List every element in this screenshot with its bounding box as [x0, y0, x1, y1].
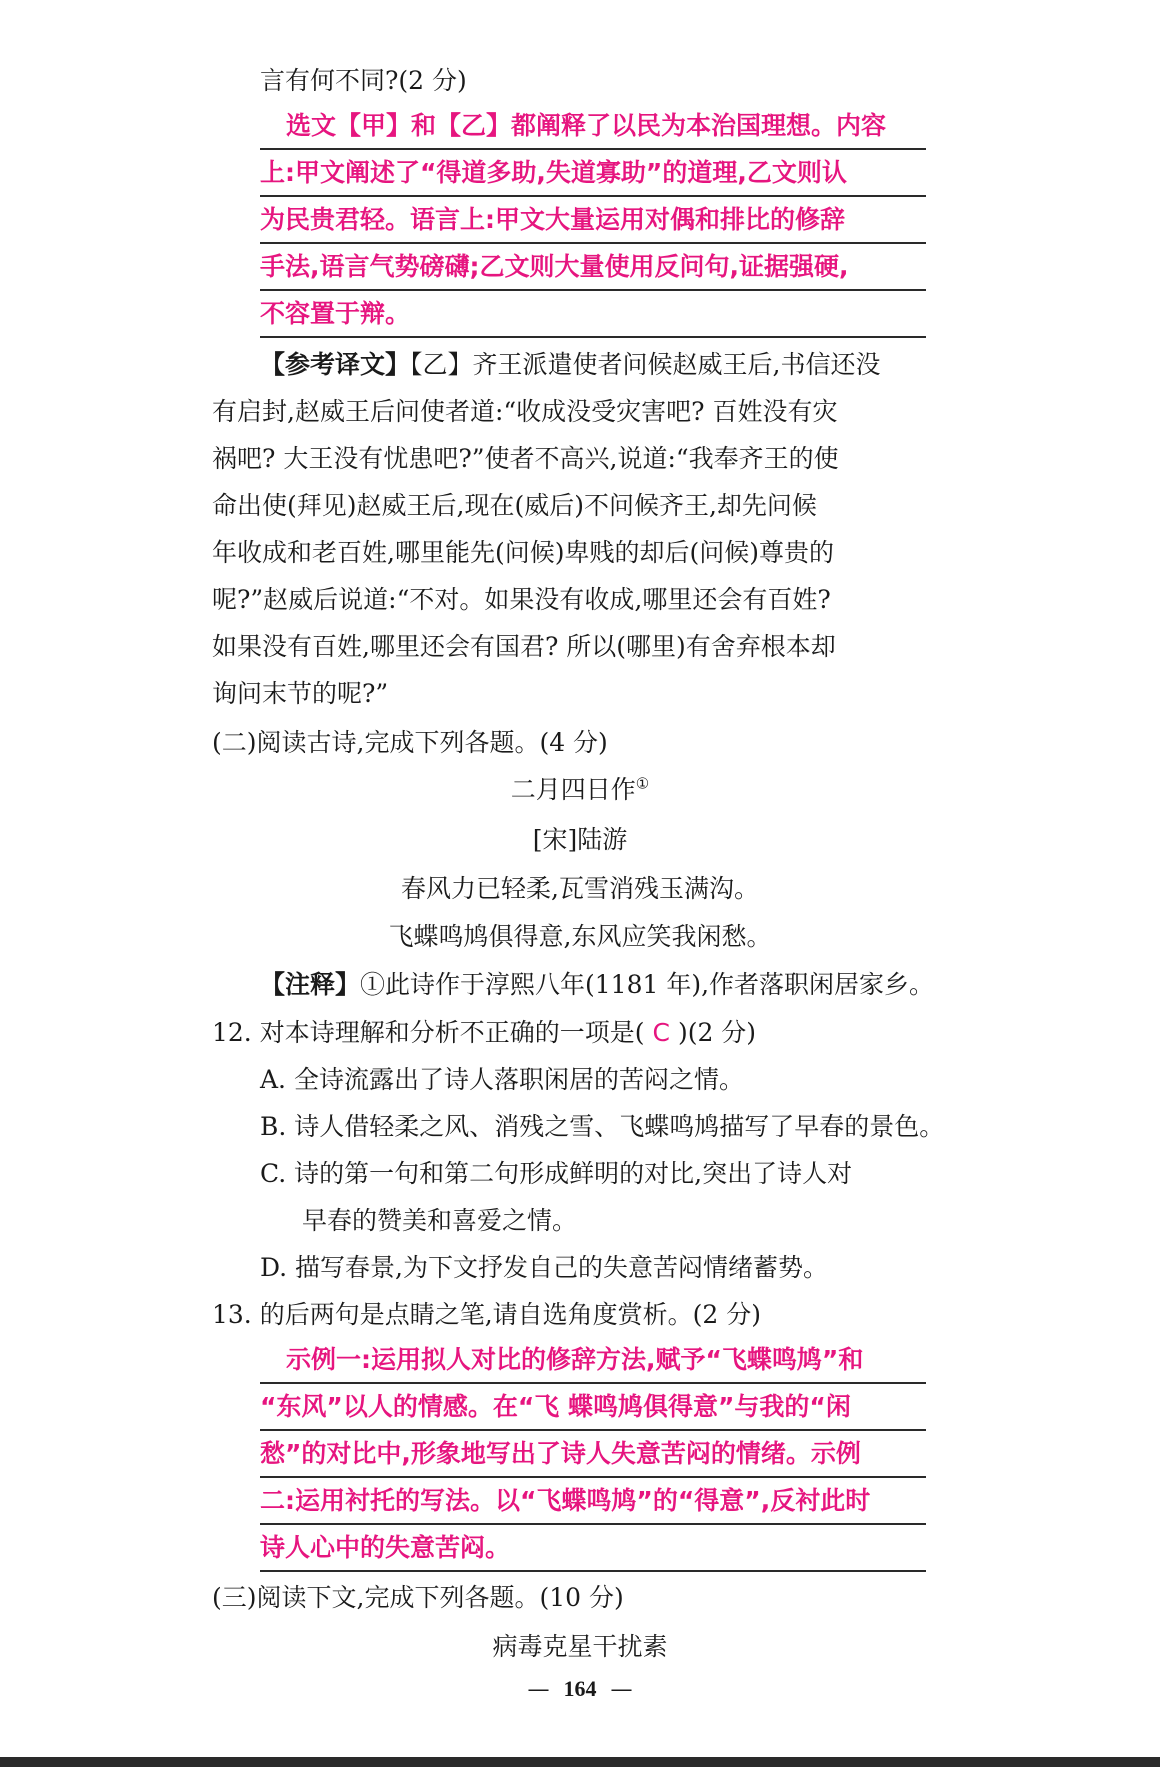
page-footer — [0, 1672, 1160, 1707]
translation-line: 命出使(拜见)赵威王后,现在(威后)不问候齐王,却先问候 — [212, 491, 817, 520]
translation-line: 有启封,赵威王后问使者道:“收成没受灾害吧? 百姓没有灾 — [212, 397, 838, 426]
page-dash-left: — — [527, 1677, 550, 1702]
poem-title: 二月四日作① — [510, 774, 650, 804]
poem-line: 飞蝶鸣鸠俱得意,东风应笑我闲愁。 — [388, 922, 772, 951]
option-d: D. 描写春景,为下文抒发自己的失意苦闷情绪蓄势。 — [260, 1253, 828, 1282]
question-11-tail: 言有何不同?(2 分) — [260, 66, 467, 95]
answer-13-line: “东风”以人的情感。在“飞 蝶鸣鸠俱得意”与我的“闲 — [260, 1387, 926, 1431]
section-3-heading: (三)阅读下文,完成下列各题。(10 分) — [212, 1583, 624, 1612]
page-dash-right: — — [610, 1677, 633, 1702]
option-a: A. 全诗流露出了诗人落职闲居的苦闷之情。 — [260, 1065, 744, 1094]
answer-11-line: 不容置于辩。 — [260, 294, 926, 338]
translation-line: 呢?”赵威后说道:“不对。如果没有收成,哪里还会有百姓? — [212, 585, 831, 614]
note-label: 【注释】 — [260, 970, 361, 999]
page-number: 164 — [563, 1676, 597, 1701]
note-text: ①此诗作于淳熙八年(1181 年),作者落职闲居家乡。 — [360, 970, 935, 999]
answer-11-line: 为民贵君轻。语言上:甲文大量运用对偶和排比的修辞 — [260, 200, 926, 244]
section-2-heading: (二)阅读古诗,完成下列各题。(4 分) — [212, 728, 608, 757]
answer-13-line: 诗人心中的失意苦闷。 — [260, 1528, 926, 1572]
translation-label: 【参考译文】 — [260, 350, 411, 379]
poem-line: 春风力已轻柔,瓦雪消残玉满沟。 — [401, 874, 759, 903]
translation-line: 询问末节的呢?” — [212, 679, 389, 708]
translation-line: 如果没有百姓,哪里还会有国君? 所以(哪里)有舍弃根本却 — [212, 632, 836, 661]
poem-note — [260, 968, 934, 1002]
question-12-answer: C — [652, 1018, 670, 1047]
option-b: B. 诗人借轻柔之风、消残之雪、飞蝶鸣鸠描写了早春的景色。 — [260, 1112, 945, 1141]
answer-11-line: 上:甲文阐述了“得道多助,失道寡助”的道理,乙文则认 — [260, 153, 926, 197]
question-12-stem: 12. 对本诗理解和分析不正确的一项是( C )(2 分) — [212, 1018, 757, 1047]
option-c-continued: 早春的赞美和喜爱之情。 — [302, 1206, 578, 1235]
poem-author: [宋]陆游 — [532, 825, 628, 854]
bottom-edge-bar — [0, 1757, 1160, 1767]
question-13-stem: 13. 的后两句是点睛之笔,请自选角度赏析。(2 分) — [212, 1300, 762, 1329]
answer-13-line: 愁”的对比中,形象地写出了诗人失意苦闷的情绪。示例 — [260, 1434, 926, 1478]
footnote-marker: ① — [635, 774, 650, 793]
answer-13-line: 示例一:运用拟人对比的修辞方法,赋予“飞蝶鸣鸠”和 — [260, 1340, 926, 1384]
answer-11-line: 选文【甲】和【乙】都阐释了以民为本治国理想。内容 — [260, 106, 926, 150]
article-title: 病毒克星干扰素 — [492, 1632, 668, 1661]
translation-line: 祸吧? 大王没有忧患吧?”使者不高兴,说道:“我奉齐王的使 — [212, 444, 839, 473]
answer-11-line: 手法,语言气势磅礴;乙文则大量使用反问句,证据强硬, — [260, 247, 926, 291]
translation-line: 【乙】齐王派遣使者问候赵威王后,书信还没 — [410, 350, 881, 379]
answer-13-line: 二:运用衬托的写法。以“飞蝶鸣鸠”的“得意”,反衬此时 — [260, 1481, 926, 1525]
translation-line: 年收成和老百姓,哪里能先(问候)卑贱的却后(问候)尊贵的 — [212, 538, 834, 567]
option-c: C. 诗的第一句和第二句形成鲜明的对比,突出了诗人对 — [260, 1159, 853, 1188]
